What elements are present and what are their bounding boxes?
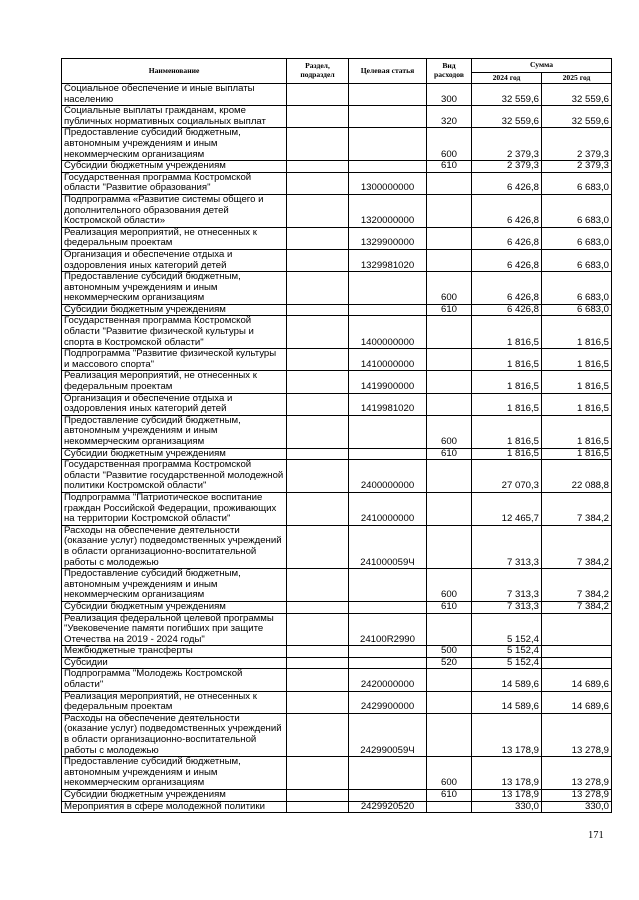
header-type: Вид расходов	[427, 59, 472, 84]
cell-section	[287, 316, 349, 349]
cell-target: 1329981020	[349, 249, 427, 271]
cell-sum-2024: 5 152,4	[472, 657, 542, 669]
cell-name: Государственная программа Костромской области "Развитие государственной молодежной политики Костромской области"	[62, 460, 287, 493]
cell-name: Подпрограмма "Молодежь Костромской области"	[62, 669, 287, 691]
table-row	[62, 601, 612, 613]
cell-section	[287, 569, 349, 602]
cell-section	[287, 272, 349, 305]
cell-target	[349, 448, 427, 460]
cell-type	[427, 172, 472, 194]
cell-sum-2025: 32 559,6	[542, 106, 612, 128]
cell-name: Реализация мероприятий, не отнесенных к федеральным проектам	[62, 371, 287, 393]
cell-target: 1419900000	[349, 371, 427, 393]
cell-sum-2025: 2 379,3	[542, 128, 612, 161]
cell-name: Субсидии бюджетным учреждениям	[62, 790, 287, 802]
cell-section	[287, 613, 349, 646]
table-row	[62, 227, 612, 249]
cell-sum-2025: 6 683,0	[542, 227, 612, 249]
table-row	[62, 194, 612, 227]
cell-sum-2025: 14 689,6	[542, 691, 612, 713]
cell-target	[349, 415, 427, 448]
cell-target: 1410000000	[349, 349, 427, 371]
cell-type	[427, 460, 472, 493]
cell-name: Предоставление субсидий бюджетным, автономным учреждениям и иным некоммерческим организациям	[62, 757, 287, 790]
cell-target: 1400000000	[349, 316, 427, 349]
cell-name: Организация и обеспечение отдыха и оздоровления иных категорий детей	[62, 393, 287, 415]
cell-sum-2024: 1 816,5	[472, 316, 542, 349]
cell-name: Реализация мероприятий, не отнесенных к федеральным проектам	[62, 691, 287, 713]
cell-sum-2025	[542, 657, 612, 669]
cell-section	[287, 790, 349, 802]
cell-sum-2025: 7 384,2	[542, 525, 612, 568]
cell-type	[427, 194, 472, 227]
cell-target: 1300000000	[349, 172, 427, 194]
cell-sum-2024: 6 426,8	[472, 272, 542, 305]
cell-name: Субсидии бюджетным учреждениям	[62, 601, 287, 613]
cell-section	[287, 371, 349, 393]
cell-sum-2025: 330,0	[542, 801, 612, 813]
cell-name: Государственная программа Костромской области "Развитие образования"	[62, 172, 287, 194]
cell-sum-2025: 1 816,5	[542, 371, 612, 393]
cell-target: 2400000000	[349, 460, 427, 493]
cell-sum-2024: 5 152,4	[472, 613, 542, 646]
cell-section	[287, 161, 349, 173]
cell-name: Подпрограмма "Развитие физической культуры и массового спорта"	[62, 349, 287, 371]
cell-type: 610	[427, 161, 472, 173]
cell-sum-2024: 14 589,6	[472, 669, 542, 691]
cell-name: Подпрограмма «Развитие системы общего и дополнительного образования детей Костромской области»	[62, 194, 287, 227]
table-row	[62, 460, 612, 493]
cell-name: Организация и обеспечение отдыха и оздоровления иных категорий детей	[62, 249, 287, 271]
cell-name: Предоставление субсидий бюджетным, автономным учреждениям и иным некоммерческим организациям	[62, 272, 287, 305]
cell-type	[427, 349, 472, 371]
cell-sum-2025: 6 683,0	[542, 272, 612, 305]
cell-sum-2025: 7 384,2	[542, 569, 612, 602]
cell-target: 2420000000	[349, 669, 427, 691]
cell-type	[427, 227, 472, 249]
cell-type	[427, 525, 472, 568]
cell-section	[287, 227, 349, 249]
budget-table	[61, 58, 612, 813]
header-year-2024: 2024 год	[472, 73, 542, 84]
cell-section	[287, 492, 349, 525]
cell-name: Расходы на обеспечение деятельности (оказание услуг) подведомственных учреждений в области организационно-воспитательной работы с молодежью	[62, 525, 287, 568]
cell-section	[287, 172, 349, 194]
table-row	[62, 657, 612, 669]
cell-target	[349, 272, 427, 305]
cell-sum-2025: 32 559,6	[542, 84, 612, 106]
cell-target	[349, 657, 427, 669]
table-row	[62, 448, 612, 460]
cell-sum-2024: 6 426,8	[472, 304, 542, 316]
cell-sum-2025	[542, 613, 612, 646]
cell-target	[349, 569, 427, 602]
cell-sum-2025: 1 816,5	[542, 316, 612, 349]
cell-sum-2024: 13 178,9	[472, 790, 542, 802]
cell-name: Предоставление субсидий бюджетным, автономным учреждениям и иным некоммерческим организациям	[62, 415, 287, 448]
cell-type	[427, 613, 472, 646]
cell-target: 2429920520	[349, 801, 427, 813]
cell-sum-2024: 13 178,9	[472, 757, 542, 790]
cell-sum-2025: 6 683,0	[542, 194, 612, 227]
cell-section	[287, 601, 349, 613]
cell-section	[287, 657, 349, 669]
cell-sum-2025: 1 816,5	[542, 393, 612, 415]
cell-type	[427, 393, 472, 415]
cell-sum-2025: 1 816,5	[542, 448, 612, 460]
table-row	[62, 691, 612, 713]
table-row	[62, 172, 612, 194]
table-row	[62, 84, 612, 106]
cell-sum-2024: 13 178,9	[472, 713, 542, 756]
cell-target: 1419981020	[349, 393, 427, 415]
cell-section	[287, 460, 349, 493]
cell-section	[287, 393, 349, 415]
table-row	[62, 128, 612, 161]
cell-type: 610	[427, 448, 472, 460]
table-row	[62, 790, 612, 802]
cell-section	[287, 349, 349, 371]
table-row	[62, 371, 612, 393]
cell-section	[287, 646, 349, 658]
cell-name: Субсидии	[62, 657, 287, 669]
cell-sum-2024: 32 559,6	[472, 84, 542, 106]
table-row	[62, 106, 612, 128]
table-row	[62, 492, 612, 525]
cell-sum-2024: 7 313,3	[472, 525, 542, 568]
header-name: Наименование	[62, 59, 287, 84]
cell-section	[287, 669, 349, 691]
cell-type	[427, 492, 472, 525]
page-number: 171	[588, 830, 604, 841]
cell-target: 24100R2990	[349, 613, 427, 646]
table-row	[62, 801, 612, 813]
table-row	[62, 646, 612, 658]
cell-section	[287, 525, 349, 568]
cell-type: 300	[427, 84, 472, 106]
cell-section	[287, 415, 349, 448]
cell-sum-2024: 1 816,5	[472, 393, 542, 415]
cell-target: 2410000000	[349, 492, 427, 525]
cell-sum-2025: 2 379,3	[542, 161, 612, 173]
cell-name: Субсидии бюджетным учреждениям	[62, 161, 287, 173]
cell-sum-2025: 6 683,0	[542, 249, 612, 271]
cell-target: 2429900000	[349, 691, 427, 713]
cell-sum-2025: 1 816,5	[542, 415, 612, 448]
cell-type: 610	[427, 601, 472, 613]
cell-sum-2024: 1 816,5	[472, 448, 542, 460]
header-section: Раздел, подраздел	[287, 59, 349, 84]
cell-type: 600	[427, 757, 472, 790]
cell-sum-2024: 1 816,5	[472, 415, 542, 448]
cell-sum-2025: 13 278,9	[542, 790, 612, 802]
cell-sum-2024: 1 816,5	[472, 371, 542, 393]
cell-sum-2024: 6 426,8	[472, 194, 542, 227]
cell-name: Межбюджетные трансферты	[62, 646, 287, 658]
cell-sum-2024: 14 589,6	[472, 691, 542, 713]
cell-type	[427, 713, 472, 756]
header-target: Целевая статья	[349, 59, 427, 84]
cell-sum-2024: 7 313,3	[472, 569, 542, 602]
cell-name: Государственная программа Костромской области "Развитие физической культуры и спорта в Костромской области"	[62, 316, 287, 349]
table-row	[62, 349, 612, 371]
table-row	[62, 304, 612, 316]
cell-sum-2024: 330,0	[472, 801, 542, 813]
cell-type: 600	[427, 128, 472, 161]
table-row	[62, 569, 612, 602]
cell-name: Предоставление субсидий бюджетным, автономным учреждениям и иным некоммерческим организациям	[62, 128, 287, 161]
cell-name: Предоставление субсидий бюджетным, автономным учреждениям и иным некоммерческим организациям	[62, 569, 287, 602]
cell-section	[287, 249, 349, 271]
cell-type: 600	[427, 415, 472, 448]
cell-sum-2024: 2 379,3	[472, 161, 542, 173]
cell-target	[349, 646, 427, 658]
header-sum: Сумма	[472, 59, 612, 73]
table-row	[62, 161, 612, 173]
cell-name: Расходы на обеспечение деятельности (оказание услуг) подведомственных учреждений в области организационно-воспитательной работы с молодежью	[62, 713, 287, 756]
cell-type: 610	[427, 790, 472, 802]
cell-type: 520	[427, 657, 472, 669]
table-row	[62, 757, 612, 790]
cell-type	[427, 316, 472, 349]
cell-type	[427, 249, 472, 271]
cell-section	[287, 128, 349, 161]
cell-sum-2024: 5 152,4	[472, 646, 542, 658]
cell-sum-2024: 7 313,3	[472, 601, 542, 613]
cell-section	[287, 304, 349, 316]
table-row	[62, 249, 612, 271]
cell-type	[427, 691, 472, 713]
cell-sum-2025	[542, 646, 612, 658]
table-row	[62, 713, 612, 756]
cell-section	[287, 801, 349, 813]
cell-sum-2024: 27 070,3	[472, 460, 542, 493]
cell-sum-2024: 6 426,8	[472, 227, 542, 249]
cell-target	[349, 161, 427, 173]
cell-target: 1329900000	[349, 227, 427, 249]
cell-name: Реализация федеральной целевой программы "Увековечение памяти погибших при защите Отечества на 2019 - 2024 годы"	[62, 613, 287, 646]
cell-name: Подпрограмма "Патриотическое воспитание граждан Российской Федерации, проживающих на территории Костромской области"	[62, 492, 287, 525]
cell-section	[287, 106, 349, 128]
cell-target	[349, 84, 427, 106]
cell-sum-2025: 6 683,0	[542, 304, 612, 316]
cell-type: 500	[427, 646, 472, 658]
table-row	[62, 669, 612, 691]
cell-type: 600	[427, 272, 472, 305]
cell-sum-2025: 7 384,2	[542, 492, 612, 525]
cell-section	[287, 84, 349, 106]
cell-sum-2025: 1 816,5	[542, 349, 612, 371]
cell-section	[287, 691, 349, 713]
cell-target: 1320000000	[349, 194, 427, 227]
cell-name: Социальные выплаты гражданам, кроме публичных нормативных социальных выплат	[62, 106, 287, 128]
cell-sum-2025: 13 278,9	[542, 713, 612, 756]
header-year-2025: 2025 год	[542, 73, 612, 84]
cell-section	[287, 713, 349, 756]
cell-target: 241000059Ч	[349, 525, 427, 568]
cell-type	[427, 669, 472, 691]
table-row	[62, 272, 612, 305]
cell-sum-2025: 14 689,6	[542, 669, 612, 691]
cell-section	[287, 194, 349, 227]
cell-type	[427, 801, 472, 813]
cell-sum-2025: 22 088,8	[542, 460, 612, 493]
cell-type: 610	[427, 304, 472, 316]
cell-name: Субсидии бюджетным учреждениям	[62, 304, 287, 316]
cell-type: 600	[427, 569, 472, 602]
cell-section	[287, 757, 349, 790]
table-row	[62, 393, 612, 415]
cell-target	[349, 757, 427, 790]
cell-type: 320	[427, 106, 472, 128]
cell-sum-2025: 13 278,9	[542, 757, 612, 790]
cell-sum-2024: 6 426,8	[472, 172, 542, 194]
cell-sum-2024: 12 465,7	[472, 492, 542, 525]
cell-name: Социальное обеспечение и иные выплаты населению	[62, 84, 287, 106]
cell-sum-2025: 7 384,2	[542, 601, 612, 613]
cell-section	[287, 448, 349, 460]
cell-sum-2024: 1 816,5	[472, 349, 542, 371]
table-row	[62, 613, 612, 646]
cell-target	[349, 106, 427, 128]
cell-sum-2024: 2 379,3	[472, 128, 542, 161]
cell-sum-2024: 6 426,8	[472, 249, 542, 271]
table-body	[62, 84, 612, 813]
cell-target: 242990059Ч	[349, 713, 427, 756]
table-row	[62, 525, 612, 568]
cell-sum-2025: 6 683,0	[542, 172, 612, 194]
cell-type	[427, 371, 472, 393]
cell-target	[349, 304, 427, 316]
table-row	[62, 415, 612, 448]
cell-target	[349, 601, 427, 613]
cell-target	[349, 128, 427, 161]
cell-sum-2024: 32 559,6	[472, 106, 542, 128]
cell-name: Реализация мероприятий, не отнесенных к федеральным проектам	[62, 227, 287, 249]
cell-target	[349, 790, 427, 802]
cell-name: Мероприятия в сфере молодежной политики	[62, 801, 287, 813]
cell-name: Субсидии бюджетным учреждениям	[62, 448, 287, 460]
table-row	[62, 316, 612, 349]
